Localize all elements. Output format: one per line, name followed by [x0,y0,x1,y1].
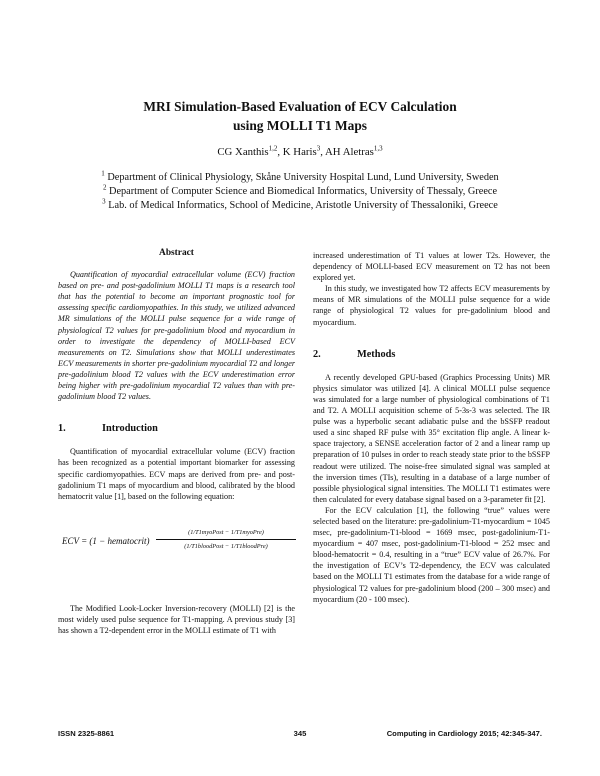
paragraph: increased underestimation of T1 values at lower T2s. However, the dependency of MOLLI-based ECV measurement on T2 has not been explored yet. [313,251,550,283]
affiliation [0,171,600,185]
affiliation-number: 3 [102,197,106,206]
right-column [313,250,550,605]
paragraph: The Modified Look-Locker Inversion-recovery (MOLLI) [2] is the most widely used pulse sequence for T1-mapping. A previous study [3] has shown a T2-dependent error in the MOLLI estimate of T1 with [58,603,295,635]
section-title: Methods [357,348,396,360]
section-title: Introduction [102,423,158,435]
author-name: K Haris [282,146,317,158]
title-line-2: using MOLLI T1 Maps [232,118,368,133]
section-number: 1. [58,423,66,435]
footer-issn: ISSN 2325-8861 [58,729,115,738]
ecv-equation [58,527,295,567]
title-line-1: MRI Simulation-Based Evaluation of ECV Calculation [143,99,457,114]
author-affiliation-mark: 1,2 [268,144,278,153]
section-number: 2. [313,348,321,360]
affiliation-number: 1 [101,169,105,178]
section-heading-introduction [58,423,295,434]
author-affiliation-mark: 1,3 [373,144,383,153]
affiliation [0,199,600,213]
affiliation-text: Department of Computer Science and Biomedical Informatics, University of Thessaly, Greece [109,186,498,197]
affiliation-number: 2 [102,183,107,192]
paragraph: Quantification of myocardial extracellular volume (ECV) fraction has been recognized as a potential important biomarker for assessing specific cardiomyopathies. ECV maps are derived from pre- and post-gadolinium T1 maps of myocardium and blood, calibrated by the blood hematocrit value [1], based on the following equation: [58,447,295,501]
author-affiliation-mark: 3 [316,144,321,153]
footer-citation: Computing in Cardiology 2015; 42:345-347. [386,729,542,738]
paragraph: A recently developed GPU-based (Graphics Processing Units) MR physics simulator was utilized [4]. A clinical MOLLI pulse sequence was simulated for a large number of physiological combinations of T1 and T2. A MOLLI acquisition scheme of 5-3s-3 was selected. The IR pulse was a hyperbolic secant adiabatic pulse and the bSSFP readout used a sinc shaped RF pulse with 35° excitation flip angle. A linear k-space trajectory, a SENSE acceleration factor of 2 and a linear ramp up preparation of 10 pulses in order to reach steady state prior to the bSSFP readout were utilized. The noise-free simulated signal was sampled at the inversion times (TIs), resulting in a database of a large number of possible physiological signal intensities. The MOLLI T1 estimates were then calculated for every database signal based on a 3-parameter fit [2]. [313,372,550,504]
paper-title [0,97,600,135]
fraction-bar [156,539,296,540]
left-column [58,248,295,636]
footer-page-number: 345 [293,729,307,738]
affiliation-text: Lab. of Medical Informatics, School of Medicine, Aristotle University of Thessaloniki, Greece [108,200,498,211]
affiliation-text: Department of Clinical Physiology, Skåne University Hospital Lund, Lund University, Sweden [107,172,499,183]
section-heading-methods [313,349,550,360]
author-name: CG Xanthis [217,146,269,158]
paragraph: For the ECV calculation [1], the following “true” values were selected based on the literature: pre-gadolinium-T1-myocardium = 1045 msec, pre-gadolinium-T1-blood = 1669 msec, post-gadolinium-T1-myocardium = 407 msec, post-gadolinium-T1-blood = 252 msec and blood-hematocrit = 0.4, resulting in a “true” ECV value of 26.7%. For the investigation of ECV’s T2-dependency, the ECV was calculated based on the MOLLI T1 estimates from the database for a wide range of physiological T2 values for pre-gadolinium blood (200 – 300 msec) and myocardium (20 - 100 msec). [313,505,550,604]
equation-fraction [156,527,296,552]
affiliation [0,185,600,199]
author-list: CG Xanthis$^{1,2}$, K Haris$^3$, AH Aletras$^{1,3}$ [217,144,383,158]
equation-numerator: (1/T1myoPost − 1/T1myoPre) [188,528,264,536]
equation-lhs: ECV = (1 − hematocrit) [62,535,150,546]
equation-denominator: (1/T1bloodPost − 1/T1bloodPre) [184,542,268,550]
paragraph: In this study, we investigated how T2 affects ECV measurements by means of MR simulations of the MOLLI pulse sequence for a wide range of physiological T2 values for pre-gadolinium blood and myocardium. [313,284,550,327]
abstract-heading: Abstract [159,248,194,258]
abstract-text: Quantification of myocardial extracellular volume (ECV) fraction based on pre- and post-gadolinium MOLLI T1 maps is a research tool that has the potential to become an important prognostic tool for assessing specific cardiomyopathies. In this study, we utilized advanced MR simulations of the MOLLI pulse sequence for a wide range of physiological T2 values for pre-gadolinium blood and myocardium in order to investigate the dependency of MOLLI-based ECV measurements on T2. Simulations show that MOLLI underestimates ECV measurements in shorter pre-gadolinium myocardial T2 and longer pre-gadolinium blood T2 values with the ECV underestimation error being higher with pre-gadolinium myocardial T2 values than with pre-gadolinium blood T2 values. [58,270,295,402]
author-name: AH Aletras [325,146,374,158]
